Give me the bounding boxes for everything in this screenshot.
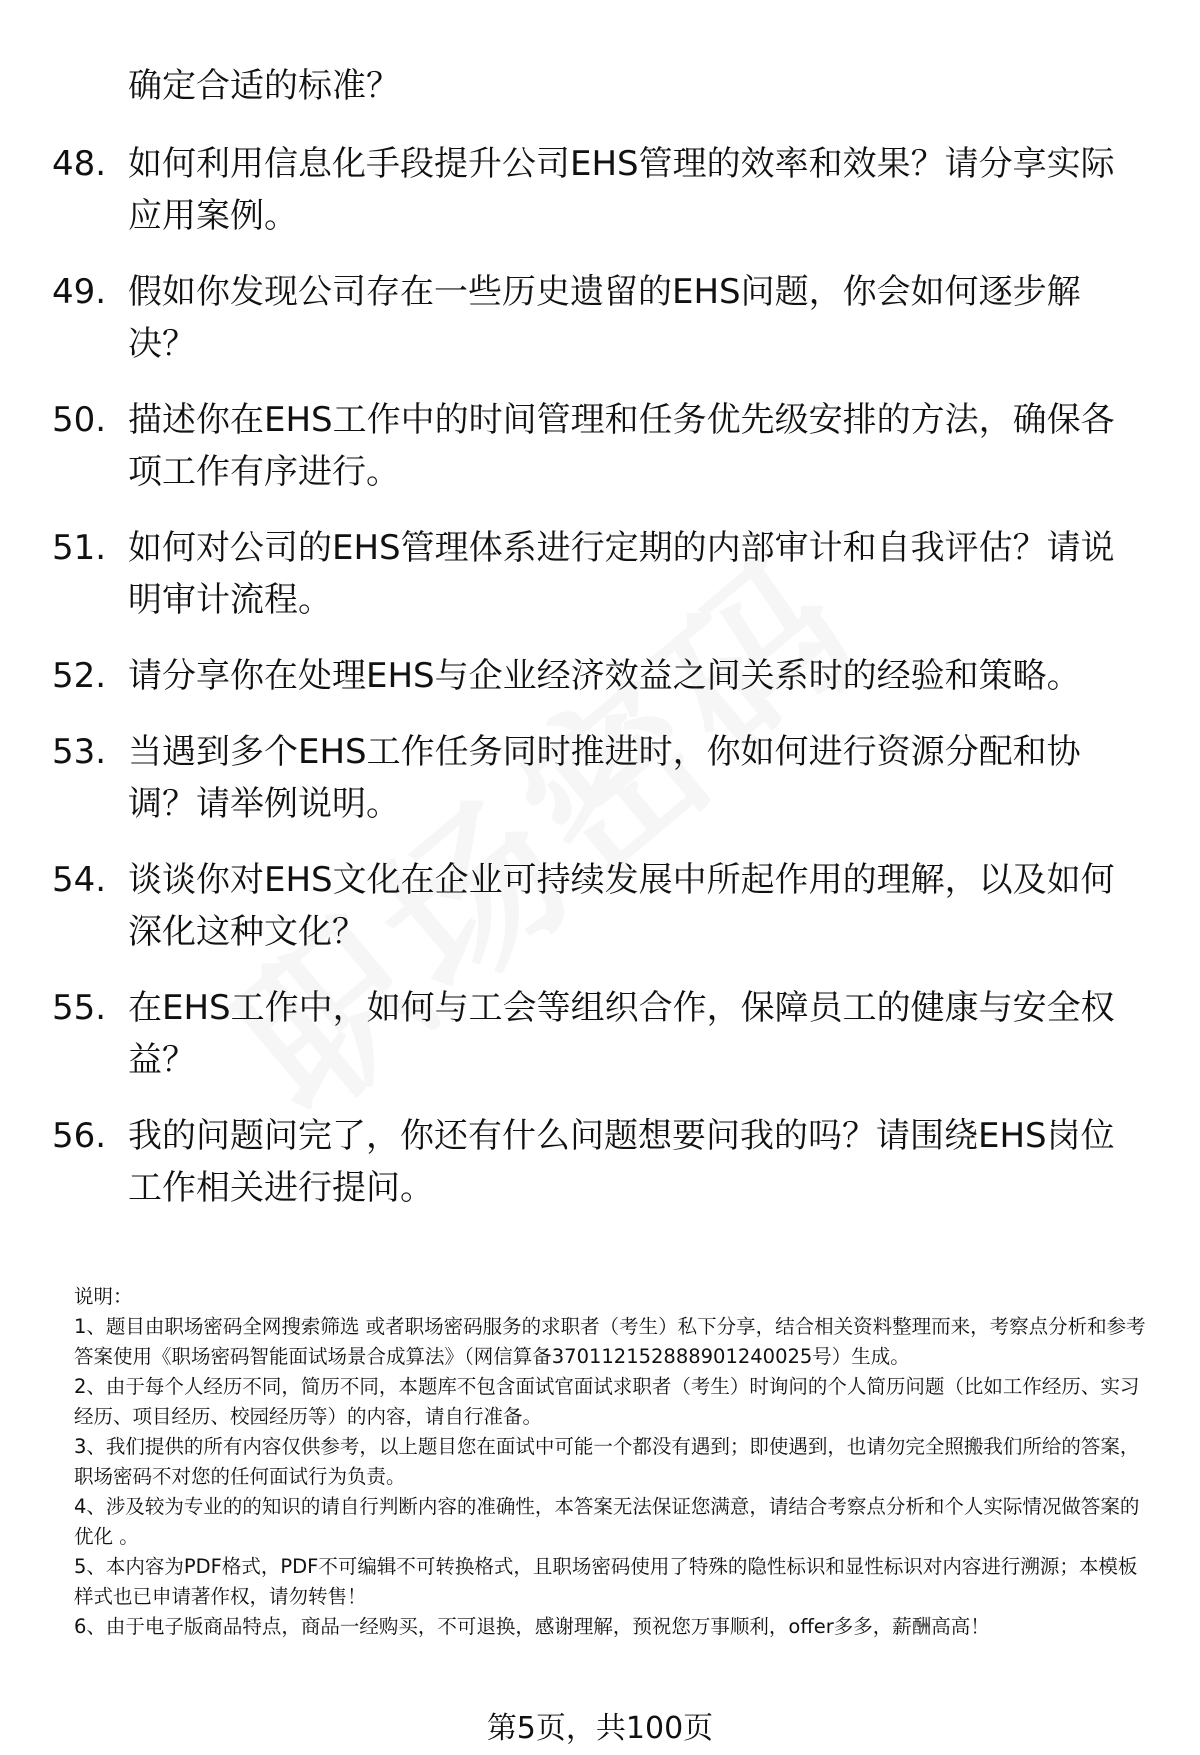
question-item bbox=[52, 982, 1142, 1086]
question-number: 48. bbox=[52, 144, 107, 184]
question-text: 我的问题问完了，你还有什么问题想要问我的吗？请围绕EHS岗位工作相关进行提问。 bbox=[128, 1116, 1115, 1208]
question-item bbox=[52, 854, 1142, 958]
question-text: 描述你在EHS工作中的时间管理和任务优先级安排的方法，确保各项工作有序进行。 bbox=[128, 400, 1115, 492]
question-item bbox=[52, 650, 1142, 702]
question-number: 56. bbox=[52, 1116, 107, 1156]
question-item bbox=[52, 726, 1142, 830]
notes-heading: 说明： bbox=[74, 1285, 133, 1308]
question-number: 51. bbox=[52, 528, 107, 568]
question-number: 49. bbox=[52, 272, 107, 312]
question-text: 当遇到多个EHS工作任务同时推进时，你如何进行资源分配和协调？请举例说明。 bbox=[128, 732, 1081, 824]
question-number: 50. bbox=[52, 400, 107, 440]
page-number-footer: 第5页，共100页 bbox=[486, 1711, 714, 1746]
question-item bbox=[52, 522, 1142, 626]
question-number: 53. bbox=[52, 732, 107, 772]
question-number: 54. bbox=[52, 860, 107, 900]
question-continuation-text: 确定合适的标准？ bbox=[128, 66, 400, 106]
note-item: 2、由于每个人经历不同，简历不同，本题库不包含面试官面试求职者（考生）时询问的个人简历问题（比如工作经历、实习经历、项目经历、校园经历等）的内容，请自行准备。 bbox=[74, 1375, 1140, 1428]
question-text: 假如你发现公司存在一些历史遗留的EHS问题，你会如何逐步解决？ bbox=[128, 272, 1081, 364]
note-item: 1、题目由职场密码全网搜索筛选 或者职场密码服务的求职者（考生）私下分享，结合相关资料整理而来，考察点分析和参考答案使用《职场密码智能面试场景合成算法》（网信算备370112152888901240025号）生成。 bbox=[74, 1315, 1146, 1368]
question-text: 如何对公司的EHS管理体系进行定期的内部审计和自我评估？请说明审计流程。 bbox=[128, 528, 1115, 620]
question-text: 请分享你在处理EHS与企业经济效益之间关系时的经验和策略。 bbox=[128, 656, 1081, 696]
question-item bbox=[52, 1110, 1142, 1214]
question-number: 55. bbox=[52, 988, 107, 1028]
note-item: 3、我们提供的所有内容仅供参考，以上题目您在面试中可能一个都没有遇到；即使遇到，也请勿完全照搬我们所给的答案，职场密码不对您的任何面试行为负责。 bbox=[74, 1435, 1140, 1488]
question-text: 在EHS工作中，如何与工会等组织合作，保障员工的健康与安全权益？ bbox=[128, 988, 1115, 1080]
note-item: 4、涉及较为专业的的知识的请自行判断内容的准确性，本答案无法保证您满意，请结合考察点分析和个人实际情况做答案的优化 。 bbox=[74, 1495, 1140, 1548]
question-item bbox=[52, 138, 1142, 242]
question-list bbox=[52, 138, 1142, 1238]
notes-section bbox=[74, 1282, 1154, 1642]
note-item: 6、由于电子版商品特点，商品一经购买，不可退换，感谢理解，预祝您万事顺利，offer多多，薪酬高高！ bbox=[74, 1615, 990, 1638]
question-item bbox=[52, 394, 1142, 498]
question-number: 52. bbox=[52, 656, 107, 696]
question-item bbox=[52, 266, 1142, 370]
note-item: 5、本内容为PDF格式，PDF不可编辑不可转换格式，且职场密码使用了特殊的隐性标识和显性标识对内容进行溯源；本模板样式也已申请著作权，请勿转售！ bbox=[74, 1555, 1138, 1608]
question-text: 如何利用信息化手段提升公司EHS管理的效率和效果？请分享实际应用案例。 bbox=[128, 144, 1115, 236]
question-text: 谈谈你对EHS文化在企业可持续发展中所起作用的理解，以及如何深化这种文化？ bbox=[128, 860, 1115, 952]
